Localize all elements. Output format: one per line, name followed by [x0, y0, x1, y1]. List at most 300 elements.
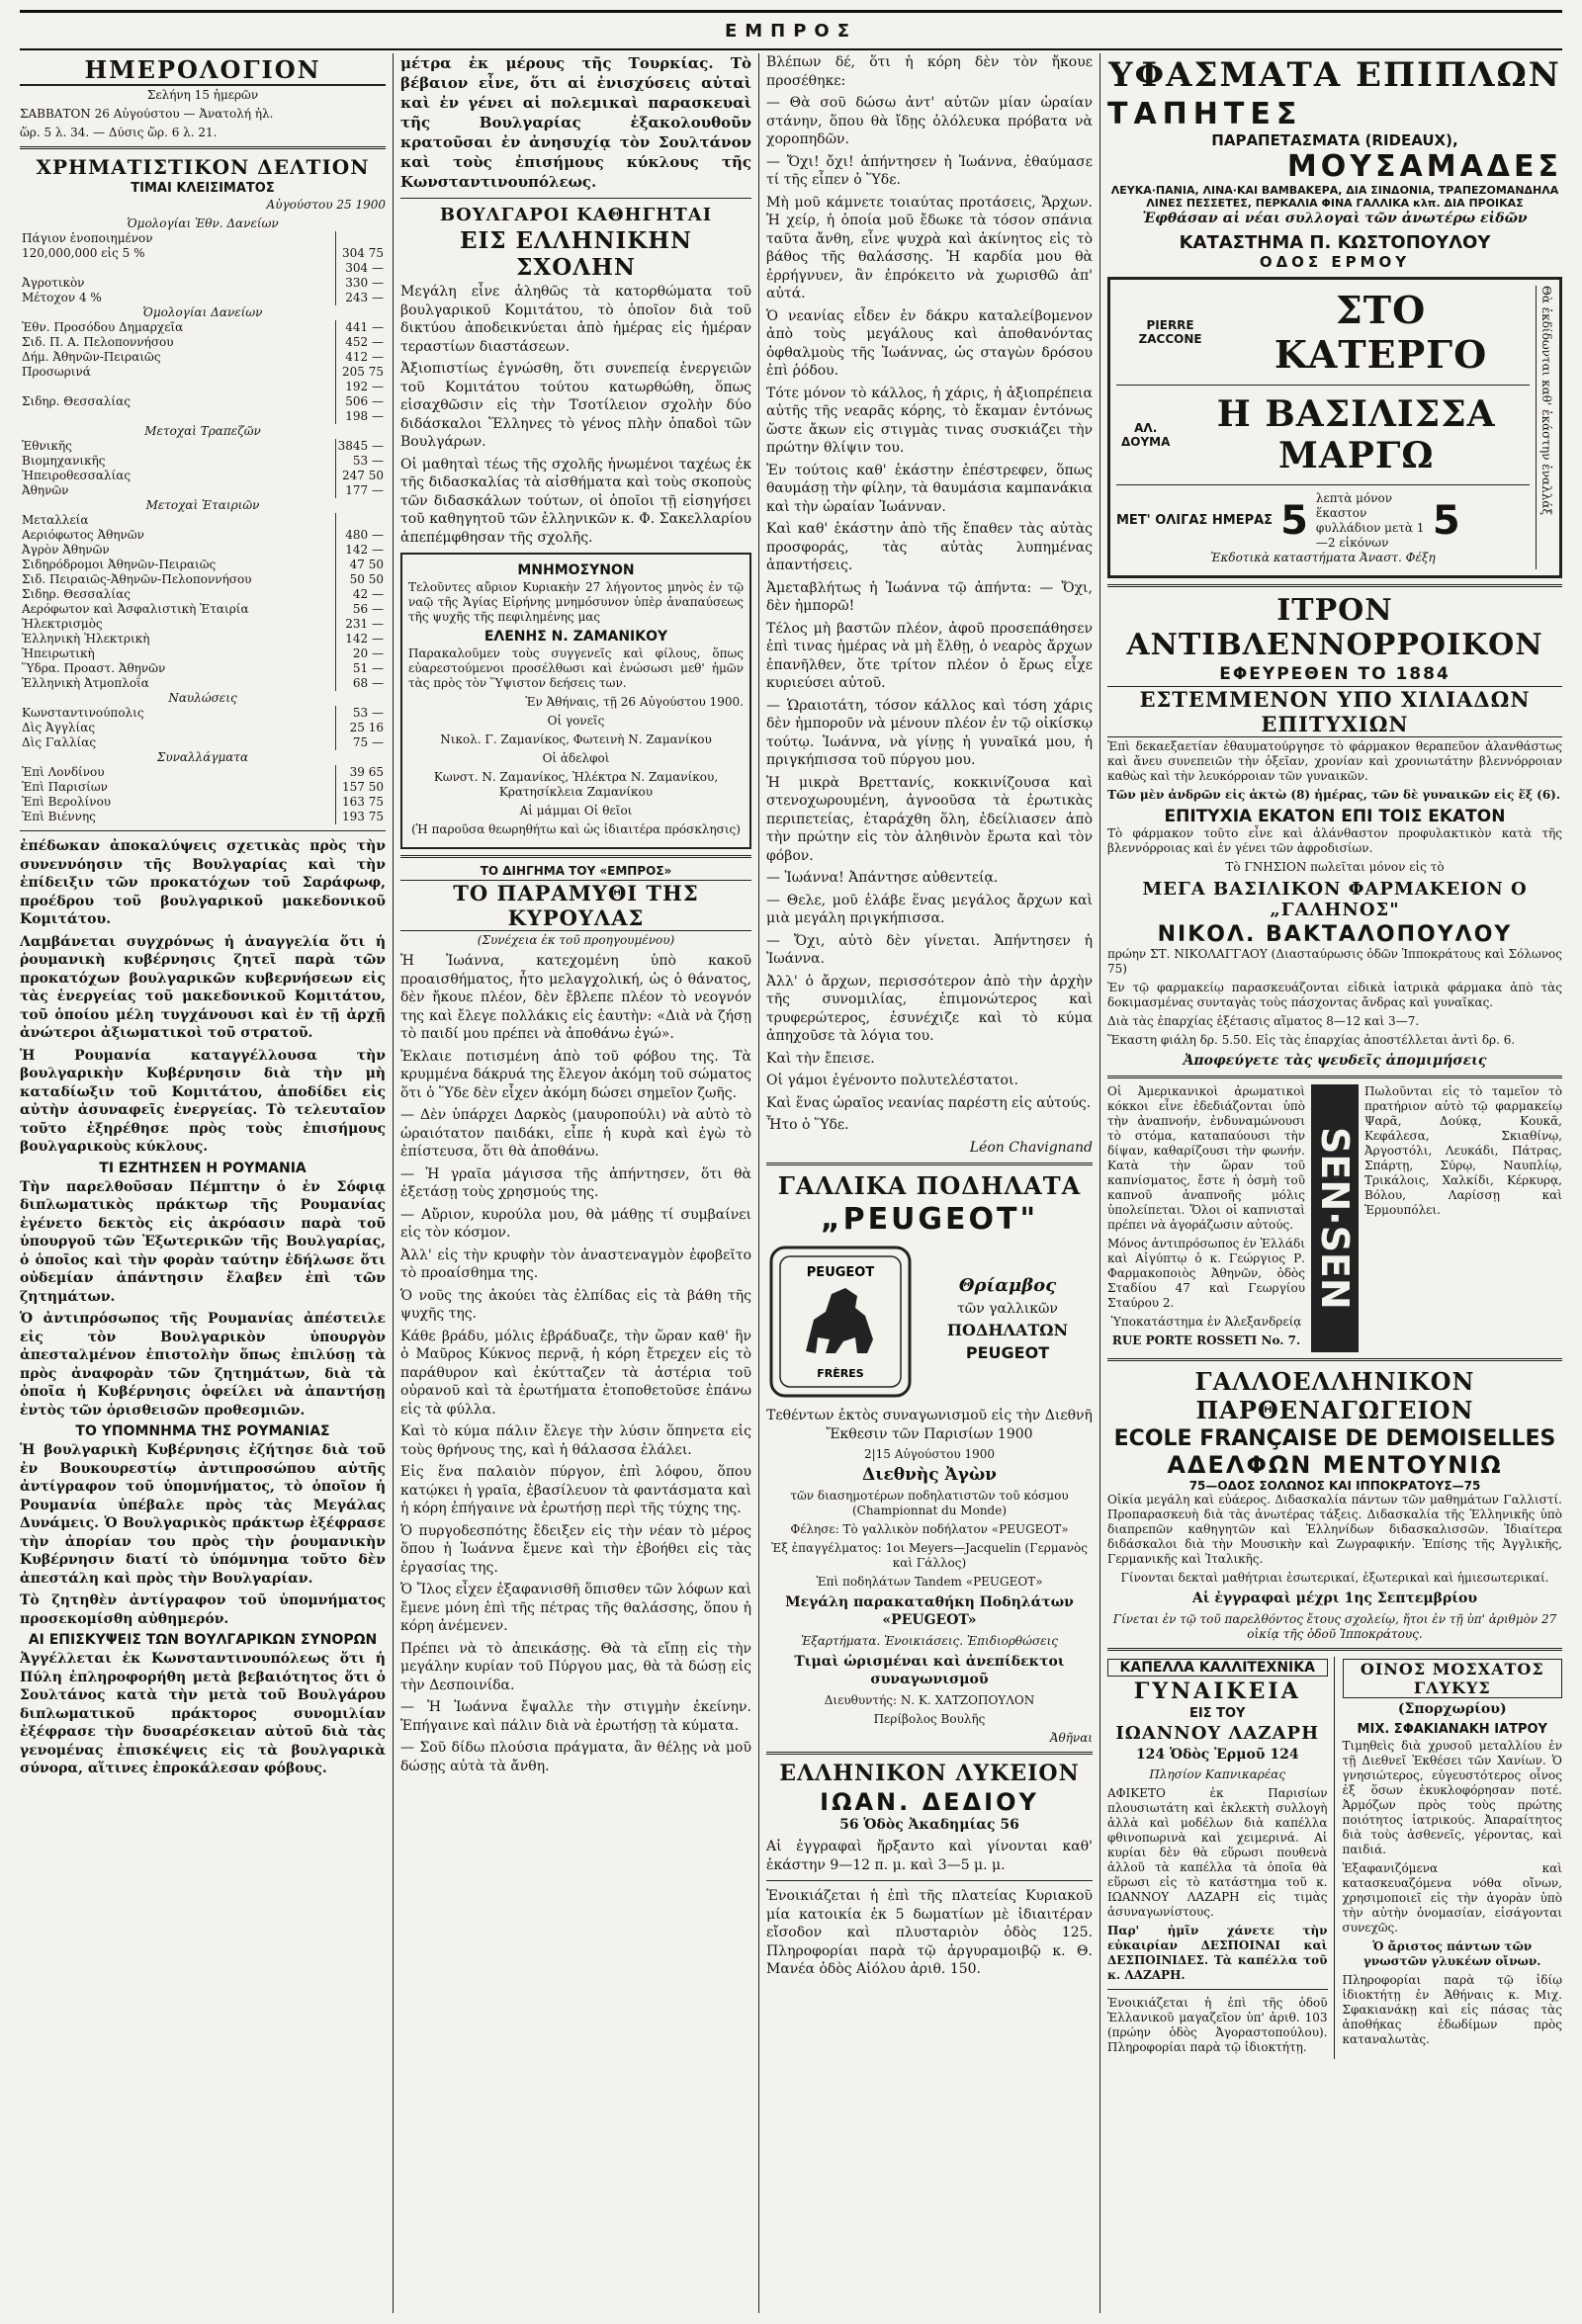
table-row — [20, 632, 386, 646]
table-cell-label — [20, 409, 335, 424]
article-paragraph: Ἡ Ρουμανία καταγγέλλουσα τὴν βουλγαρικὴν Κυβέρνησιν διὰ τὴν μὴ καταδίωξιν τοῦ Κομιτάτου, ἀποδίδει εἰς αὐτὴν ἀσυναφεῖς ἐνεργείας. Τὸ τελευταῖον τοῦτο ἐξηρέθησε πρὸς τοὺς ἐπισήμους βουλγαρικοὺς κύκλους. — [20, 1047, 386, 1155]
table-cell-label: Ὁμολογίαι Ἐθν. Δανείων — [127, 216, 279, 230]
table-cell-label: Ἐθνικῆς — [22, 439, 72, 453]
table-row — [20, 810, 386, 824]
story-paragraph: Κάθε βράδυ, μόλις ἐβράδυαζε, τὴν ὥραν καθ' ἣν ὁ Μαῦρος Κύκνος περνᾷ, ἡ κόρη ἔτρεχεν εἰς τὸ παράθυρον καὶ ἐκύτταζεν τὰ ἀστέρια τοῦ οὐρανοῦ καὶ τὰ ἐρωτήματα ἐτοποθετοῦσε ἐπάνω εἰς τὰ φύλλα. — [400, 1328, 751, 1418]
ad-shop: ΚΑΤΑΣΤΗΜΑ Π. ΚΩΣΤΟΠΟΥΛΟΥ — [1179, 231, 1491, 253]
story-signature: Léon Chavignand — [969, 1139, 1093, 1156]
ad-text: Αἱ ἐγγραφαὶ ἤρξαντο καὶ γίνονται καθ' ἑκάστην 9—12 π. μ. καὶ 3—5 μ. μ. — [766, 1839, 1093, 1873]
table-row — [20, 335, 386, 350]
table-cell-value: 51 — — [335, 661, 386, 676]
ad-text: 2|15 Αὐγούστου 1900 — [863, 1447, 996, 1461]
ad-brand: „PEUGEOT" — [820, 1202, 1039, 1237]
ad-text: λεπτὰ μόνον ἕκαστον φυλλάδιον μετὰ 1—2 εἰκόνων — [1315, 490, 1425, 550]
table-row — [20, 246, 386, 261]
divider — [1116, 385, 1530, 386]
ad-text: ΤΑΠΗΤΕΣ — [1107, 97, 1303, 131]
table-cell-label: Προσωρινά — [22, 365, 91, 379]
exchange-table — [20, 216, 386, 824]
memorial-names: Αἱ μάμμαι Οἱ θεῖοι — [519, 804, 633, 818]
table-cell-value: 506 — — [335, 394, 386, 409]
table-cell-label: 120,000,000 εἰς 5 % — [22, 246, 145, 260]
ad-title: ΕΛΛΗΝΙΚΟΝ ΛΥΚΕΙΟΝ — [779, 1760, 1080, 1786]
article-paragraph: Λαμβάνεται συγχρόνως ἡ ἀναγγελία ὅτι ἡ ῥουμανικὴ κυβέρνησις ζητεῖ παρὰ τῶν προκατόχων βουλγαρικῶν κυβερνήσεων εἰς τὰς ἐνεργείας τοῦ μακεδονικοῦ Κομιτάτου, τοῦ ὁποίου μέλη τυγχάνουσι καὶ ἐν τῇ ἀρχῇ ἀνώτεροι ἀξιωματικοὶ τοῦ στρατοῦ. — [20, 933, 386, 1041]
table-cell-value: 3845 — — [335, 439, 386, 454]
table-cell-value: 412 — — [335, 350, 386, 365]
ad-text: ECOLE FRANÇAISE DE DEMOISELLES — [1113, 1426, 1556, 1451]
table-cell-label: Δὶς Ἀγγλίας — [22, 721, 96, 734]
story-paragraph: — Ὄχι! ὄχι! ἀπήντησεν ἡ Ἰωάννα, ἐθαύμασε τί τῆς εἶπεν ὁ Ὕδε. — [766, 153, 1093, 188]
story-paragraph: Ὁ νοῦς της ἀκούει τὰς ἐλπίδας εἰς τὰ βάθη τῆς ψυχῆς της. — [400, 1287, 751, 1322]
table-cell-value: 193 75 — [335, 810, 386, 824]
ad-text: Ὑποκατάστημα ἐν Ἀλεξανδρείᾳ — [1110, 1315, 1302, 1329]
ad-text: Ὁ ἄριστος πάντων τῶν γνωστῶν γλυκέων οἴνων. — [1363, 1939, 1541, 1968]
table-cell-label: Σιδηρ. Θεσσαλίας — [22, 394, 131, 408]
story-paragraph: Ἐκλαιε ποτισμένη ἀπὸ τοῦ φόβου της. Τὰ κρυμμένα δάκρυά της ἔλεγον ἀκόμη τοῦ σώματος ὅτι ὁ Ὕδε δὲν εἶχεν ἀκόμη δώσει σημεῖον ζωῆς. — [400, 1048, 751, 1101]
table-row — [20, 780, 386, 795]
table-row — [20, 795, 386, 810]
story-paragraph: Οἱ γάμοι ἐγένοντο πολυτελέστατοι. — [766, 1073, 1018, 1088]
story-paragraph: — Δὲν ὑπάρχει Δαρκὸς (μαυροπούλι) νὰ αὐτὸ τὸ ὡραιότατον παιδάκι, εἶπε ἡ κυρὰ καὶ ἐγὼ τὸ ἐπίστευσα, ὅτι θὰ ἀποθάνω. — [400, 1107, 751, 1160]
ephemeris-line: ΣΑΒΒΑΤΟΝ 26 Αὐγούστου — Ἀνατολή ἡλ. — [20, 107, 274, 121]
article-paragraph: Τὸ ζητηθὲν ἀντίγραφον τοῦ ὑπομνήματος προσεκομίσθη αὐθημερόν. — [20, 1592, 386, 1627]
table-row — [20, 735, 386, 750]
table-row — [20, 543, 386, 558]
memorial-name: ΕΛΕΝΗΣ Ν. ΖΑΜΑΝΙΚΟΥ — [483, 629, 668, 645]
divider — [20, 830, 386, 831]
article-paragraph: Οἱ μαθηταὶ τέως τῆς σχολῆς ἠνωμένοι ταχέως ἐκ τῆς διδασκαλίας τὰ αἰσθήματα καὶ τοὺς σκοποὺς τῶν διδασκάλων τούτων, οἱ ὁποῖοι τῇ εἰσηγήσει τοῦ καθηγητοῦ τῶν ἑλληνικῶν κ. Φ. Σακελλαρίου ἀπεπέμφθησαν τῆς σχολῆς. — [400, 456, 751, 546]
article-paragraph: Τὴν παρελθοῦσαν Πέμπτην ὁ ἐν Σόφιᾳ διπλωματικὸς πράκτωρ τῆς Ρουμανίας ἐγένετο δεκτὸς εἰς ἀκρόασιν παρὰ τοῦ ὑπουργοῦ τῶν Ἐξωτερικῶν τῆς Βουλγαρίας, ὁ ὁποῖος καὶ τὴν φορὰν ταύτην ἐδήλωσε ὅτι οὐδεμίαν ἀπάντησιν ἔλαβεν ἐπὶ τῶν ζητημάτων. — [20, 1178, 386, 1305]
table-cell-value: 441 — — [335, 320, 386, 335]
ad-text: Ἕκαστη φιάλη δρ. 5.50. Εἰς τὰς ἐπαρχίας ἀποστέλλεται ἀντὶ δρ. 6. — [1107, 1032, 1516, 1047]
table-cell-value: 53 — — [335, 706, 386, 721]
table-row — [20, 380, 386, 394]
ad-text: RUE PORTE ROSSETI No. 7. — [1111, 1334, 1301, 1347]
ad-text: Τῶν μὲν ἀνδρῶν εἰς ἀκτὼ (8) ἡμέρας, τῶν δὲ γυναικῶν εἰς ἕξ (6). — [1107, 787, 1561, 802]
ephemeris-title: ΗΜΕΡΟΛΟΓΙΟΝ — [20, 55, 386, 86]
table-row — [20, 721, 386, 735]
table-cell-value: 20 — — [335, 646, 386, 661]
table-cell-label: Ἠλεκτρισμὸς — [22, 617, 103, 631]
ad-title: ΟΙΝΟΣ ΜΟΣΧΑΤΟΣ ΓΛΥΚΥΣ — [1343, 1659, 1563, 1698]
memorial-note: (Ἡ παροῦσα θεωρηθήτω καὶ ὡς ἰδιαιτέρα πρόσκλησις) — [411, 822, 741, 836]
story-paragraph: — Θὰ σοῦ δώσω ἀντ' αὐτῶν μίαν ὡραίαν στάνην, ὅπου θὰ ἴδῃς ὁλόλευκα πρόβατα νὰ χοροπηδῶν. — [766, 95, 1093, 147]
memorial-label: Οἱ ἀδελφοὶ — [542, 751, 610, 765]
story-paragraph: Εἰς ἕνα παλαιὸν πύργον, ἐπὶ λόφου, ὅπου κατῴκει ἡ γραῖα, ἐβασίλευον τὰ φαντάσματα καὶ ἡ κόρη ἐπήγαινε νὰ ἐρωτήσῃ περὶ τῆς τύχης της. — [400, 1464, 751, 1516]
ad-text: Ἐξαφανιζόμενα καὶ κατασκευαζόμενα νόθα οἴνων, χρησιμοποιεῖ εἰς τὴν ἀγορὰν ὑπὸ τὴν αὐτὴν ὀνομασίαν, εἰσάγονται συνεχῶς. — [1342, 1861, 1562, 1935]
divider — [400, 198, 751, 199]
table-cell-value: 205 75 — [335, 365, 386, 380]
table-row — [20, 483, 386, 498]
table-cell-label: Πάγιον ἑνοποιημένον — [22, 231, 153, 245]
story-paragraph: — Ὄχι, αὐτὸ δὲν γίνεται. Ἀπήντησεν ἡ Ἰωάννα. — [766, 932, 1093, 967]
ad-text: Γίνεται ἐν τῷ τοῦ παρελθόντος ἔτους σχολείῳ, ἤτοι ἐν τῇ ὑπ' ἀριθμὸν 27 οἰκίᾳ τῆς ὁδοῦ Ἱπποκράτους. — [1112, 1611, 1557, 1641]
ad-text: Τὸ φάρμακον τοῦτο εἶνε καὶ ἀλάνθαστον προφυλακτικὸν κατὰ τῆς βλεννόρροιας καὶ ἐν γένει τῶν ἀφροδισίων. — [1107, 825, 1562, 855]
ad-text: ΠΑΡΑΠΕΤΑΣΜΑΤΑ (RIDEAUX), — [1211, 131, 1458, 149]
divider — [1107, 1648, 1562, 1651]
memorial-names: Νικολ. Γ. Ζαμανίκος, Φωτεινὴ Ν. Ζαμανίκου — [440, 732, 712, 746]
ad-side-text: Θὰ ἐκδίδωνται καθ' ἑκάστην ἐναλλάξ — [1536, 286, 1553, 569]
pharmacy-owner: ΝΙΚΟΛ. ΒΑΚΤΑΛΟΠΟΥΛΟΥ — [1157, 921, 1513, 947]
ad-text: τῶν γαλλικῶν — [957, 1300, 1058, 1317]
divider — [1107, 1076, 1562, 1078]
divider — [1107, 1989, 1328, 1990]
table-row — [20, 706, 386, 721]
table-section-row — [20, 424, 386, 439]
hats-ad — [1107, 1657, 1335, 2060]
memorial-title: ΜΝΗΜΟΣΥΝΟΝ — [517, 562, 635, 578]
article-paragraph: Ἀξιοπιστίως ἐγνώσθη, ὅτι συνεπείᾳ ἐνεργειῶν τοῦ Κομιτάτου τούτου κατωρθώθη, ὅπως εἰσαχθῶσιν εἰς τὴν Τσοτίλειον σχολὴν δύο διδάσκαλοι Ἕλληνες τὸ γένος πλὴν ὀπαδοὶ τῶν Βουλγάρων. — [400, 361, 751, 450]
table-cell-label — [20, 380, 335, 394]
table-cell-value: 50 50 — [335, 572, 386, 587]
table-row — [20, 261, 386, 276]
table-cell-label: Ἐπὶ Βερολίνου — [22, 795, 112, 809]
bulletin-title: ΧΡΗΜΑΤΙΣΤΙΚΟΝ ΔΕΛΤΙΟΝ — [36, 155, 370, 179]
lyceum-ad — [766, 1761, 1093, 1979]
book-title: Η ΒΑΣΙΛΙΣΣΑ ΜΑΡΓΩ — [1216, 392, 1496, 476]
table-row — [20, 676, 386, 691]
table-cell-value: 247 50 — [335, 469, 386, 483]
story-subtitle: (Συνέχεια ἐκ τοῦ προηγουμένου) — [477, 933, 675, 947]
table-cell-value: 68 — — [335, 676, 386, 691]
table-cell-value: 39 65 — [335, 765, 386, 780]
divider — [766, 1162, 1093, 1165]
ad-text: Πληροφορίαι παρὰ τῷ ἰδίῳ ἰδιοκτήτῃ ἐν Ἀθήναις κ. Μιχ. Σφακιανάκῃ καὶ εἰς πάσας τὰς ἀποθήκας ἐδωδίμων πρὸς καταναλωτὰς. — [1342, 1973, 1562, 2046]
table-row — [20, 350, 386, 365]
table-row — [20, 394, 386, 409]
table-row — [20, 291, 386, 305]
sensen-ad — [1107, 1084, 1562, 1352]
ad-text: Παρ' ἡμῖν χάνετε τὴν εὐκαιρίαν ΔΕΣΠΟΙΝΑΙ καὶ ΔΕΣΠΟΙΝΙΔΕΣ. Τὰ καπέλλα τοῦ κ. ΛΑΖΑΡΗ. — [1107, 1924, 1328, 1982]
ad-text: ΕΦΕΥΡΕΘΕΝ ΤΟ 1884 — [1219, 663, 1450, 684]
story-paragraph: — Ἡ γραῖα μάγισσα τῆς ἀπήντησεν, ὅτι θὰ ἐξετάσῃ τοὺς χρησμούς της. — [400, 1165, 751, 1200]
table-cell-label: Δὶς Γαλλίας — [22, 735, 97, 749]
story-paragraph: — Ἰωάννα! Ἀπάντησε αὐθεντείᾳ. — [766, 870, 999, 886]
ad-text: Ἐπὶ ποδηλάτων Tandem «PEUGEOT» — [816, 1574, 1043, 1589]
divider — [766, 1880, 1093, 1881]
ad-text: PEUGEOT — [965, 1342, 1050, 1362]
ad-text: Φέλησε: Τὸ γαλλικὸν ποδήλατον «PEUGEOT» — [790, 1521, 1069, 1536]
story-paragraph: Καὶ τὴν ἔπεισε. — [766, 1050, 875, 1067]
table-cell-label: Ἐθν. Προσόδου Δημαρχεῖα — [22, 320, 184, 334]
table-cell-label: Ὁμολογίαι Δανείων — [142, 305, 263, 319]
ad-text: Πωλοῦνται εἰς τὸ ταμεῖον τὸ πρατήριον αὐτὸ τῷ φαρμακείῳ Ψαρᾶ, Δούκᾳ, Κουκᾶ, Κεφάλεσα, Σκιαθίνῳ, Ἀργοστόλι, Λευκάδι, Πάτρας, Σπάρτῃ, Σύρῳ, Ναυπλίῳ, Τρικάλοις, Χαλκίδι, Κέρκυρᾳ, Βόλου, Λαρίσσῃ καὶ Ἑρμουπόλει. — [1364, 1084, 1562, 1217]
ad-text: Θρίαμβος — [958, 1275, 1057, 1296]
ad-text: Γίνονται δεκταὶ μαθήτριαι ἐσωτερικαί, ἐξωτερικαὶ καὶ ἡμιεσωτερικαί. — [1120, 1571, 1549, 1585]
pharmacy-name: ΜΕΓΑ ΒΑΣΙΛΙΚΟΝ ΦΑΡΜΑΚΕΙΟΝ Ο „ΓΑΛΗΝΟΣ" — [1142, 878, 1528, 920]
ad-text: Ἐν τῷ φαρμακείῳ παρασκευάζονται εἰδικὰ ἰατρικὰ φάρμακα ἀπὸ τὰς δοκιμασμένας συνταγὰς τοὺς πάσχοντας ἄνδρας καὶ γυναῖκας. — [1107, 980, 1562, 1009]
table-cell-value: 330 — — [335, 276, 386, 291]
story-paragraph: Καὶ τὸ κύμα πάλιν ἔλεγε τὴν λύσιν ὅπηνετα εἰς τοὺς θρήνους της, καὶ ἡ θάλασσα ἐλάλει. — [400, 1423, 751, 1458]
story-paragraph: Βλέπων δέ, ὅτι ἡ κόρη δὲν τὸν ἤκουε προσέθηκε: — [766, 54, 1093, 89]
story-paragraph: Ὁ πυργοδεσπότης ἔδειξεν εἰς τὴν νέαν τὸ μέρος ὅπου ἡ Ἰωάννα ἔμενε καὶ τὴν ἐβοήθει εἰς τὰς ἐργασίας της. — [400, 1522, 751, 1576]
bottom-ads — [1107, 1657, 1562, 2060]
table-cell-label: Ἀγρὸν Ἀθηνῶν — [22, 543, 110, 557]
table-cell-value: 177 — — [335, 483, 386, 498]
ad-text: ΑΦΙΚΕΤΟ ἐκ Παρισίων πλουσιωτάτη καὶ ἐκλεκτὴ συλλογὴ ἀλλὰ καὶ μοδέλων διὰ καπέλλα φθινοπωρινὰ καὶ χειμερινά. Αἱ κυρίαι δὲν θὰ εὕρωσι πουθενὰ ἀλλοῦ τὰ καπέλλα τὰ ὁποῖα θὰ εὕρωσι εἰς τὸ κατάστημα τοῦ κ. ΙΩΑΝΝΟΥ ΛΑΖΑΡΗ εἰς τιμὰς ἀσυναγωνίστους. — [1107, 1786, 1328, 1919]
table-row — [20, 661, 386, 676]
table-cell-label: Ἀθηνῶν — [22, 483, 69, 497]
ad-text: Μόνος ἀντιπρόσωπος ἐν Ἑλλάδι καὶ Αἰγύπτῳ ὁ κ. Γεώργιος Ρ. Φαρμακοποιὸς Ἀθηνῶν, ὁδὸς Σταδίου 47 καὶ Γεωργίου Σταύρου 2. — [1107, 1237, 1305, 1310]
column-2 — [400, 53, 751, 2313]
ad-text: Διεθνὴς Ἀγὼν — [862, 1465, 997, 1485]
table-cell-label: Ὕδρα. Προαστ. Ἀθηνῶν — [22, 661, 166, 675]
ad-text: Περίβολος Βουλῆς — [873, 1711, 986, 1726]
badge-text-bottom: FRÈRES — [817, 1367, 864, 1380]
table-cell-label — [20, 261, 335, 276]
memorial-label: Οἱ γονεῖς — [547, 714, 605, 728]
bulletin-subtitle: ΤΙΜΑΙ ΚΛΕΙΣΙΜΑΤΟΣ — [131, 181, 275, 196]
books-ad — [1107, 277, 1562, 578]
ad-text: 56 Ὁδὸς Ἀκαδημίας 56 — [839, 1816, 1019, 1833]
table-row — [20, 439, 386, 454]
table-row — [20, 646, 386, 661]
table-cell-label: Ἐπὶ Βιέννης — [22, 810, 96, 823]
bulletin-date: Αὐγούστου 25 1900 — [266, 198, 386, 212]
table-section-row — [20, 216, 386, 231]
story-paragraph: Καὶ ἕνας ὡραῖος νεανίας παρέστη εἰς αὐτούς. — [766, 1094, 1092, 1111]
memorial-place: Ἐν Ἀθήναις, τῇ 26 Αὐγούστου 1900. — [525, 695, 744, 709]
ad-text: Οἱ Ἀμερικανικοὶ ἀρωματικοὶ κόκκοι εἶνε ἐδεδιάζονται ὑπὸ τὴν ἀναπνοήν, ἐνδυναμώνουσι τὸ στόμα, καταπαύουσι τὴν δίψαν, καθαρίζουσι τὴν φωνήν. Κατὰ τὴν ὥραν τοῦ καπνίσματος, ἔστε ἡ ὀσμὴ τοῦ καπνοῦ ἀναπνοῆς μόλις ὑπολείπεται. Ὅλοι οἱ καπνισταὶ πρέπει νὰ ἀγοράζωσιν αὐτούς. — [1107, 1084, 1305, 1232]
price-numeral: 5 — [1280, 497, 1308, 544]
medicine-ad — [1107, 593, 1562, 1071]
story-paragraph: — Ὡραιοτάτη, τόσον κάλλος καὶ τόση χάρις δὲν ἠμποροῦν νὰ μένουν πλέον ἐν τῷ οἰκίσκῳ τούτῳ. Ἰωάννα, νὰ γίνῃς ἡ γυναῖκά μου, ἡ πριγκήπισσα τοῦ πύργου μου. — [766, 697, 1093, 768]
table-cell-label: Σιδηρόδρομοι Ἀθηνῶν-Πειραιῶς — [22, 558, 217, 571]
ad-text: Τὸ ΓΝΗΣΙΟΝ πωλεῖται μόνον εἰς τὸ — [1225, 859, 1445, 874]
headline: ΕΙΣ ΕΛΛΗΝΙΚΗΝ ΣΧΟΛΗΝ — [459, 227, 693, 281]
ad-text: ΕΣΤΕΜΜΕΝΟΝ ΥΠΟ ΧΙΛΙΑΔΩΝ ΕΠΙΤΥΧΙΩΝ — [1107, 686, 1562, 737]
fabrics-ad — [1107, 55, 1562, 271]
table-cell-label: Μεταλλεία — [22, 513, 89, 527]
book-author: PIERRE ZACCONE — [1138, 317, 1202, 346]
story-paragraph: Ἦτο ὁ Ὕδε. — [766, 1117, 849, 1133]
divider — [766, 1752, 1093, 1755]
ad-text: ΕΙΣ ΤΟΥ — [1189, 1705, 1246, 1721]
ad-text: Ἐξαρτήματα. Ἐνοικιάσεις. Ἐπιδιορθώσεις — [800, 1633, 1059, 1648]
table-section-row — [20, 691, 386, 706]
section-heading: ΤΙ ΕΖΗΤΗΣΕΝ Η ΡΟΥΜΑΝΙΑ — [99, 1160, 307, 1176]
article-paragraph: Μεγάλη εἶνε ἀληθῶς τὰ κατορθώματα τοῦ βουλγαρικοῦ Κομιτάτου, τὸ ὁποῖον διὰ τοῦ δικτύου ἀποδεικνύεται ἀπὸ ἡμέρας εἰς ἡμέραν τεραστίων διαστάσεων. — [400, 284, 751, 355]
school-ad — [1107, 1367, 1562, 1642]
story-paragraph: — Ἡ Ἰωάννα ἔψαλλε τὴν στιγμὴν ἐκείνην. Ἐπήγαινε καὶ πάλιν διὰ νὰ ἐρωτήσῃ τὰ κύματα. — [400, 1699, 751, 1734]
ad-text: ΛΕΥΚΑ·ΠΑΝΙΑ, ΛΙΝΑ·ΚΑΙ ΒΑΜΒΑΚΕΡΑ, ΔΙΑ ΣΙΝΔΟΝΙΑ, ΤΡΑΠΕΖΟΜΑΝΔΗΛΑ — [1110, 184, 1559, 197]
ad-text: Οἰκία μεγάλη καὶ εὐάερος. Διδασκαλία πάντων τῶν μαθημάτων Γαλλιστί. Προπαρασκευὴ διὰ τὰς ἀνωτέρας τάξεις. Διδασκαλία τῆς Ἑλληνικῆς ὑπὸ διαπρεπῶν καθηγητῶν καὶ Ἑλληνίδων διδασκαλισσῶν. Ἰδιαίτερα διδάσκαλοι διὰ τὴν Μουσικὴν καὶ Ζωγραφικήν. Ἐπίσης τῆς Ἀγγλικῆς, Γερμανικῆς καὶ Ἰταλικῆς. — [1107, 1493, 1562, 1566]
story-paragraph: Τότε μόνον τὸ κάλλος, ἡ χάρις, ἡ ἀξιοπρέπεια αὐτῆς τῆς νεαρᾶς κόρης, τὸ ἔκαμαν ἐντόνως ὥστε ἄκων εἰς στιγμὰς τινας συσκιάζει τὴν πρώτην θλίψιν του. — [766, 385, 1093, 456]
table-cell-label: Μετοχαὶ Τραπεζῶν — [144, 424, 261, 438]
table-cell-label: Ἐπὶ Παρισίων — [22, 780, 108, 794]
memorial-notice — [400, 553, 751, 849]
ad-text: Πλησίον Καπνικαρέας — [1149, 1767, 1286, 1781]
table-cell-value: 231 — — [335, 617, 386, 632]
table-cell-value: 480 — — [335, 528, 386, 543]
table-cell-value: 142 — — [335, 543, 386, 558]
story-paragraph: Ἀμεταβλήτως ἡ Ἰωάννα τῷ ἀπήντα: — Ὄχι, δὲν ἠμπορῶ! — [766, 579, 1093, 614]
table-section-row — [20, 498, 386, 513]
table-cell-value: 53 — — [335, 454, 386, 469]
story-paragraph: Ὁ νεανίας εἶδεν ἐν δάκρυ καταλείβομενον ἀπὸ τοὺς μεγάλους καὶ ἀποθανόντας ὀφθαλμοὺς τῆς Ἰωάννας, ὡς σταγὼν δρόσου ἐπὶ ῥόδου. — [766, 307, 1093, 379]
story-title: ΤΟ ΠΑΡΑΜΥΘΙ ΤΗΣ ΚΥΡΟΥΛΑΣ — [400, 880, 751, 931]
ad-text: Τιμαὶ ὡρισμέναι καὶ ἀνεπίδεκτοι συναγωνισμοῦ — [794, 1653, 1065, 1687]
table-cell-value — [335, 513, 386, 528]
ad-text: Ἐκδοτικὰ καταστήματα Ἀναστ. Φέξη — [1210, 550, 1436, 564]
table-section-row — [20, 305, 386, 320]
badge-text-top: PEUGEOT — [806, 1265, 875, 1280]
story-paragraph: — Σοῦ δίδω πλούσια πράγματα, ἂν θέλῃς νὰ μοῦ δώσῃς αὐτὰ τὰ ἄνθη. — [400, 1740, 751, 1774]
table-row — [20, 365, 386, 380]
divider — [20, 146, 386, 149]
masthead — [20, 10, 1562, 50]
article-paragraph: Ἡ βουλγαρικὴ Κυβέρνησις ἐζήτησε διὰ τοῦ ἐν Βουκουρεστίῳ ἀντιπροσώπου αὐτῆς ἀντίγραφον τοῦ ὑπομνήματος, τὸ ὁποῖον ἡ Ρουμανία ὑπέβαλε πρὸς τὰς Μεγάλας Δυνάμεις. Ὁ Βουλγαρικὸς πράκτωρ ἐξέφρασε τὴν ἀπορίαν του πρὸς τὴν ῥουμανικὴν Κυβέρνησιν διατί τὸ ὑπόμνημα τοῦτο δὲν ἀπεστάλη καὶ πρὸς τὴν Βουλγαρίαν. — [20, 1442, 386, 1587]
table-row — [20, 602, 386, 617]
table-row — [20, 409, 386, 424]
table-cell-label: Ἑλληνικὴ Ἠλεκτρικὴ — [22, 632, 150, 646]
story-paragraph: — Θελε, μοῦ ἐλάβε ἕνας μεγάλος ἄρχων καὶ μιὰ μεγάλη πριγκήπισσα. — [766, 892, 1093, 926]
table-cell-label: Αεριόφωτος Ἀθηνῶν — [22, 528, 144, 542]
ad-text: τῶν διασημοτέρων ποδηλατιστῶν τοῦ κόσμου (Championnat du Monde) — [790, 1488, 1069, 1517]
table-row — [20, 513, 386, 528]
story-kicker: ΤΟ ΔΙΗΓΗΜΑ ΤΟΥ «ΕΜΠΡΟΣ» — [480, 864, 672, 878]
table-cell-label: Ἐπὶ Λονδίνου — [22, 765, 105, 779]
masthead-title: ΕΜΠΡΟΣ — [724, 20, 858, 42]
story-paragraph: Ἡ μικρὰ Βρεττανίς, κοκκινίζουσα καὶ στενοχωρουμένη, ἀγνοοῦσα τὰ ἐρωτικὰς περιπετείας, ἐταράχθη ὅλη, ἐδείλιασεν ἀπὸ τὴν πρώτην εἰς τὸν ἀληθινὸν ἔρωτα καὶ τὸν φόβον. — [766, 774, 1093, 864]
ad-text: Μεγάλη παρακαταθήκη Ποδηλάτων «PEUGEOT» — [785, 1593, 1074, 1628]
ephemeris-line: ὥρ. 5 λ. 34. — Δύσις ὥρ. 6 λ. 21. — [20, 126, 218, 139]
ad-text: Τιμηθεὶς διὰ χρυσοῦ μεταλλίου ἐν τῇ Διεθνεῖ Ἐκθέσει τῶν Χανίων. Ὁ γνησιώτερος, εὐγευστότερος οἶνος ἐξ ὅσων ἐκυκλοφόρησαν ποτέ. Ἀρμόζων πρὸς τοὺς πρώτης ποιότητος ἰατρικούς. Ἀπαραίτητος διὰ τοὺς ἀσθενεῖς, γέροντας, καὶ παιδιά. — [1342, 1739, 1562, 1856]
table-cell-value: 304 — — [335, 261, 386, 276]
table-row — [20, 765, 386, 780]
column-divider — [1099, 53, 1100, 2313]
table-row — [20, 469, 386, 483]
story-paragraph: Ὁ Ἴλος εἶχεν ἐξαφανισθῆ ὅπισθεν τῶν λόφων καὶ ἔμενε μόνη ἐπὶ τῆς πέτρας τῆς θαλάσσης, ὅπου ἡ κόρη ἀνέμενεν. — [400, 1582, 751, 1634]
ad-text: Τεθέντων ἐκτὸς συναγωνισμοῦ εἰς τὴν Διεθνῆ Ἔκθεσιν τῶν Παρισίων 1900 — [766, 1408, 1093, 1442]
column-divider — [393, 53, 394, 2313]
table-cell-label: Σιδ. Π. Α. Πελοποννήσου — [22, 335, 174, 349]
book-title: ΣΤΟ ΚΑΤΕΡΓΟ — [1274, 287, 1488, 377]
story-paragraph: Μὴ μοῦ κάμνετε τοιαύτας προτάσεις, Ἄρχων. Ἡ χείρ, ἡ ὁποία μοῦ ἔδωκε τὰ τόσον σπάνια ταῦτα ἄνθη, εἶνε ψυχρὰ καὶ ἀκίνητος εἰς τὸ βάθος τῆς θαλάσσης. Ἡ καρδία μου θὰ ἐρρήγνυεν, ἂν ἐπρόκειτο νὰ χωρισθῶ ἀπ' αὐτά. — [766, 194, 1093, 301]
table-row — [20, 528, 386, 543]
ad-text: ΛΙΝΕΣ ΠΕΣΣΕΤΕΣ, ΠΕΡΚΑΛΙΑ ΦΙΝΑ ΓΑΛΛΙΚΑ κλπ. ΔΙΑ ΠΡΟΙΚΑΣ — [1146, 197, 1524, 210]
table-cell-label: Ἠπειρωτικὴ — [22, 646, 95, 660]
ad-title: ΚΑΠΕΛΛΑ ΚΑΛΛΙΤΕΧΝΙΚΑ — [1107, 1659, 1328, 1677]
table-cell-value: 75 — — [335, 735, 386, 750]
table-cell-value: 142 — — [335, 632, 386, 646]
ad-text: ΠΟΔΗΛΑΤΩΝ — [946, 1321, 1069, 1339]
table-cell-value: 25 16 — [335, 721, 386, 735]
article-paragraph: Ὁ ἀντιπρόσωπος τῆς Ρουμανίας ἀπέστειλε εἰς τὸν Βουλγαρικὸν ὑπουργὸν ἀπεσταλμένον ἐπιστολὴν ὅπως ἐπιλύσῃ τὰ πρὸς ἀναφορὰν τῶν ζητημάτων, διὰ τὰ ὁποῖα ἡ Κυβέρνησις ὀφείλει νὰ ἀπαντήσῃ ἐντὸς τῶν ὁρισθεισῶν προθεσμιῶν. — [20, 1311, 386, 1419]
ad-name: ΜΙΧ. ΣΦΑΚΙΑΝΑΚΗ ΙΑΤΡΟΥ — [1357, 1722, 1547, 1737]
column-divider — [758, 53, 759, 2313]
ad-text: Ἀθῆναι — [1049, 1730, 1093, 1745]
article-paragraph: Ἀγγέλλεται ἐκ Κωνσταντινουπόλεως ὅτι ἡ Πύλη ἐπληροφορήθη μετὰ βεβαιότητος ὅτι ὁ Σουλτάνος κατὰ τὴν μετὰ τοῦ Βουλγάρου διπλωματικοῦ πράκτορος συνομιλίαν ἐξέφρασε τὴν δυσαρέσκειαν αὐτοῦ διὰ τὰς γενομένας ἐπισκέψεις εἰς τὰ βουλγαρικὰ σύνορα, αἵτινες ἐπροκάλεσαν φόβους. — [20, 1651, 386, 1776]
table-cell-label: Βιομηχανικῆς — [22, 454, 106, 468]
table-cell-value: 56 — — [335, 602, 386, 617]
story-paragraph: Ἐν τούτοις καθ' ἑκάστην ἐπέστρεφεν, ὅπως θαυμάσῃ τὴν φίλην, τὰ θαυμάσια καμπανάκια καὶ τὴν ὡραίαν Ἰωάνναν. — [766, 462, 1093, 515]
table-cell-label: Ἀγροτικὸν — [22, 276, 85, 290]
story-paragraph: — Αὔριον, κυρούλα μου, θὰ μάθῃς τί συμβαίνει εἰς τὸν κόσμον. — [400, 1206, 751, 1241]
table-cell-label: Ἑλληνικὴ Ἀτμοπλοΐα — [22, 676, 149, 690]
ad-title: ΓΑΛΛΙΚΑ ΠΟΔΗΛΑΤΑ — [777, 1171, 1082, 1200]
ad-title: ΓΥΝΑΙΚΕΙΑ — [1133, 1678, 1301, 1704]
story-paragraph: Πρέπει νὰ τὸ ἀπεικάσῃς. Θὰ τὰ εἴπῃ εἰς τὴν μεγάλην κυρίαν τοῦ Πύργου μας, θὰ τὰ δώσῃ εἰς τὴν Δεσποινίδα. — [400, 1640, 751, 1693]
ad-name: ΙΩΑΝΝΟΥ ΛΑΖΑΡΗ — [1115, 1722, 1320, 1744]
ad-name: ΙΩΑΝ. ΔΕΔΙΟΥ — [820, 1787, 1039, 1816]
story-paragraph: Ἀλλ' εἰς τὴν κρυφὴν τὸν ἀναστεναγμὸν ἐφοβεῖτο τὸ προαίσθημα της. — [400, 1247, 751, 1281]
table-cell-value — [335, 231, 386, 246]
ad-text: Διὰ τὰς ἐπαρχίας ἐξέτασις αἵματος 8—12 καὶ 3—7. — [1107, 1013, 1420, 1028]
ad-text: Ἐφθάσαν αἱ νέαι συλλογαὶ τῶν ἀνωτέρω εἰδῶν — [1142, 211, 1528, 226]
divider — [1107, 1358, 1562, 1361]
column-1 — [20, 53, 386, 2313]
story-paragraph: Ἀλλ' ὁ ἄρχων, περισσότερον ἀπὸ τὴν ἀρχὴν τῆς συνομιλίας, ἐπιμονώτερος καὶ τρυφερώτερος, ἐσυνέχιζε καὶ τὸ κύμα ἀπηχοῦσε τὰ λόγια του. — [766, 973, 1093, 1044]
section-heading: ΤΟ ΥΠΟΜΝΗΜΑ ΤΗΣ ΡΟΥΜΑΝΙΑΣ — [75, 1423, 330, 1439]
divider — [1107, 584, 1562, 587]
wine-ad — [1343, 1657, 1563, 2060]
table-row — [20, 572, 386, 587]
ad-title: ΙΤΡΟΝ ΑΝΤΙΒΛΕΝΝΟΡΡΟΙΚΟΝ — [1126, 592, 1543, 662]
column-3 — [766, 53, 1093, 2313]
table-row — [20, 558, 386, 572]
ad-text: πρώην ΣΤ. ΝΙΚΟΛΑΓΓΑΟΥ (Διασταύρωσις ὁδῶν Ἱπποκράτους καὶ Σόλωνος 75) — [1107, 946, 1562, 976]
table-cell-value: 163 75 — [335, 795, 386, 810]
table-row — [20, 231, 386, 246]
memorial-names: Κωνστ. Ν. Ζαμανίκος, Ἠλέκτρα Ν. Ζαμανίκου, Κρατησίκλεια Ζαμανίκου — [433, 770, 719, 799]
table-section-row — [20, 750, 386, 765]
ad-text: ΑΔΕΛΦΩΝ ΜΕΝΤΟΥΝΙΩ — [1167, 1451, 1503, 1479]
ad-text: Διευθυντής: Ν. Κ. ΧΑΤΖΟΠΟΥΛΟΝ — [824, 1692, 1035, 1707]
ad-street: ΟΔΟΣ ΕΡΜΟΥ — [1259, 252, 1411, 271]
book-author: ΑΛ. ΔΟΥΜΑ — [1121, 420, 1171, 449]
table-cell-label: Σιδηρ. Θεσσαλίας — [22, 587, 131, 601]
memorial-text: Παρακαλοῦμεν τοὺς συγγενεῖς καὶ φίλους, ὅπως εὐαρεστούμενοι προσέλθωσι καὶ ἐνώσωσι μεθ' ἡμῶν τὰς πρὸς τὸν Ὕψιστον δεήσεις των. — [408, 646, 744, 690]
article-paragraph: ἐπέδωκαν ἀποκαλύψεις σχετικὰς πρὸς τὴν συνεννόησιν τῆς Βουλγαρίας καὶ τὴν ἐπίδειξιν τῶν προκατόχων τοῦ Σαράφωφ, προέδρου τοῦ βουλγαρικοῦ μακεδονικοῦ Κομιτάτου. — [20, 838, 386, 927]
ad-title: ΓΑΛΛΟΕΛΛΗΝΙΚΟΝ ΠΑΡΘΕΝΑΓΩΓΕΙΟΝ — [1194, 1367, 1475, 1424]
headline: ΒΟΥΛΓΑΡΟΙ ΚΑΘΗΓΗΤΑΙ — [439, 205, 713, 225]
ad-text: Ἐξ ἐπαγγέλματος: 1οι Meyers—Jacquelin (Γερμανὸς καὶ Γάλλος) — [771, 1540, 1088, 1570]
table-cell-value: 452 — — [335, 335, 386, 350]
divider — [1116, 484, 1530, 485]
table-cell-value: 47 50 — [335, 558, 386, 572]
table-cell-value: 42 — — [335, 587, 386, 602]
table-cell-label: Κωνσταντινούπολις — [22, 706, 144, 720]
table-cell-label: Ἠπειροθεσσαλίας — [22, 469, 132, 482]
column-4 — [1107, 53, 1562, 2313]
story-paragraph: Τέλος μὴ βαστῶν πλέον, ἀφοῦ προσεπάθησεν ἐπὶ τινας ἡμέρας νὰ μὴ ἔλθῃ, ὁ νεαρὸς ἄρχων ἐπανῆλθεν, ὅτε τρίτον πλέον ὁ ἔρως εἶχε κυριεύσει αὐτοῦ. — [766, 620, 1093, 691]
story-paragraph: Καὶ καθ' ἑκάστην ἀπὸ τῆς ἔπαθεν τὰς αὐτὰς προσφοράς, τὰς αὐτὰς λυπημένας ἀπαντήσεις. — [766, 521, 1093, 573]
table-cell-label: Μέτοχον 4 % — [22, 291, 102, 304]
ad-text: ΜΟΥΣΑΜΑΔΕΣ — [1286, 149, 1562, 184]
table-row — [20, 454, 386, 469]
table-cell-value: 304 75 — [335, 246, 386, 261]
table-row — [20, 276, 386, 291]
table-cell-value: 192 — — [335, 380, 386, 394]
peugeot-ad — [766, 1171, 1093, 1746]
table-cell-label: Αερόφωτον καὶ Ἀσφαλιστικὴ Ἑταιρία — [22, 602, 249, 616]
ad-text: 75—ΟΔΟΣ ΣΟΛΩΝΟΣ ΚΑΙ ΙΠΠΟΚΡΑΤΟΥΣ—75 — [1188, 1479, 1481, 1493]
ad-text: Ἀποφεύγετε τὰς ψευδεῖς ἀπομιμήσεις — [1183, 1052, 1487, 1069]
table-row — [20, 617, 386, 632]
ad-text: ΜΕΤ' ΟΛΙΓΑΣ ΗΜΕΡΑΣ — [1116, 513, 1274, 528]
table-cell-label: Σιδ. Πειραιῶς-Ἀθηνῶν-Πελοποννήσου — [22, 572, 252, 586]
table-cell-label: Συναλλάγματα — [156, 750, 249, 764]
table-cell-value: 243 — — [335, 291, 386, 305]
ephemeris-line: Σελήνη 15 ἡμερῶν — [146, 88, 259, 102]
story-paragraph: Ἡ Ἰωάννα, κατεχομένη ὑπὸ κακοῦ προαισθήματος, ἦτο μελαγχολική, ὡς ὁ θάνατος, δὲν ἤκουε πλέον, δὲν ἔβλεπε πλέον τὸ νεογνόν της καὶ ἔλεγε πολλάκις εἰς ἑαυτὴν: «Διὰ νὰ ζήσῃ τὸ παιδί μου πρέπει νὰ ἀποθάνω ἐγώ». — [400, 953, 751, 1042]
price-numeral: 5 — [1432, 497, 1460, 544]
table-cell-value: 198 — — [335, 409, 386, 424]
ad-text: Ἐνοικιάζεται ἡ ἐπὶ τῆς πλατείας Κυριακοῦ μία κατοικία ἐκ 5 δωματίων μὲ ἰδιαιτέραν εἴσοδον καὶ πλυσταριὸν ὁδὸς 125. Πληροφορίαι παρὰ τῷ ἀργυραμοιβῷ κ. Θ. Μανέα ὁδὸς Αἰόλου ἀριθ. 150. — [766, 1888, 1093, 1977]
sensen-logo: SEN·SEN — [1311, 1084, 1359, 1352]
ad-text: Ἐνοικιάζεται ἡ ἐπὶ τῆς ὁδοῦ Ἑλλανικοῦ μαγαζεῖον ὑπ' ἀριθ. 103 (πρώην ὁδὸς Ἀγοραστοπούλου). Πληροφορίαι παρὰ τῷ ἰδιοκτήτῃ. — [1107, 1996, 1328, 2054]
